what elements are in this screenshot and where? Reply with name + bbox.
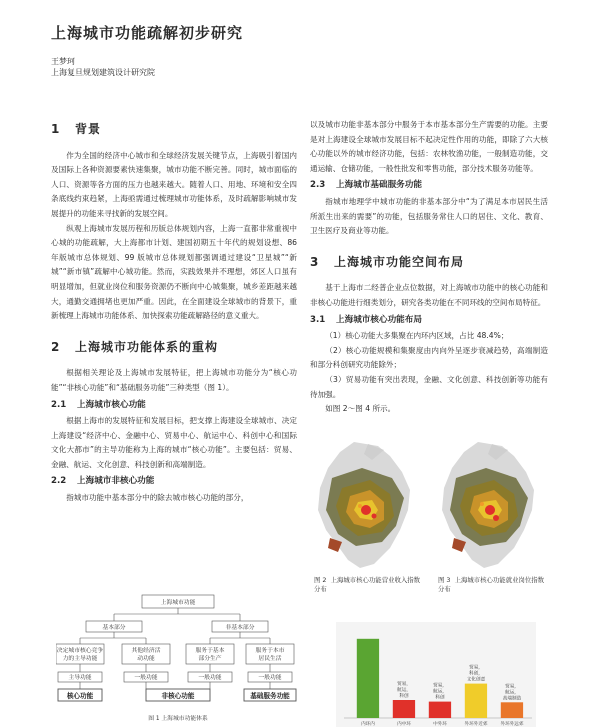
paragraph: 基于上海市二经普企业点位数据，对上海城市功能中的核心功能和非核心功能进行细类划分，研究各类功能在不同环线的空间布局特征。: [310, 283, 548, 307]
subsection-heading: [310, 178, 548, 193]
fig3-map-svg: [436, 438, 546, 573]
right-column: [310, 118, 548, 417]
bar-label-4: 贸易，: [505, 684, 519, 690]
core-function-bar-chart: [336, 622, 536, 727]
bar-label-2: 航运，: [433, 689, 447, 695]
paragraph: 纵观上海城市发展历程和历版总体规划内容，上海一直都非常重视中心城的功能疏解，大上海都市计划、建国初期五十年代的规划设想、86 年版城市总体规划、99 版城市总体规划都强调通过建设“卫星城”“新城”“新市镇”疏解中心城功能。然而，实践效果并不理想，郊区人口虽有明显增加，但就业岗位和服务资源仍不断向中心城集聚，城乡差距越来越大，通勤交通拥堵也更加严重。因此，在全面建设全球城市的背景下，重新梳理上海城市功能体系、加快探索功能疏解路径的意义重大。: [51, 223, 297, 321]
diagram-lab1: 主导功能: [68, 675, 92, 681]
subsection-heading: [310, 313, 548, 328]
bar-label-2: 贸易，: [433, 683, 447, 689]
diagram-basesvc: 基础服务功能: [250, 692, 290, 700]
section-number: 3: [310, 254, 320, 269]
section-1-heading: [51, 122, 297, 137]
subsection-number: 2.3: [310, 180, 326, 191]
fig2-map-svg: [312, 438, 422, 573]
paragraph: 指城市功能中基本部分中的除去城市核心功能的部分，: [66, 493, 249, 503]
diagram-box1-line2: 力的主导功能: [62, 656, 98, 662]
diagram-top-label: 上海城市功能: [160, 600, 196, 606]
bar-1: [393, 700, 415, 718]
left-column: [51, 118, 297, 506]
diagram-caption: 图 1 上海城市功能体系: [148, 716, 208, 722]
bar-label-1: 贸易，: [397, 682, 411, 687]
category-label-2: 中外环: [433, 722, 447, 727]
category-label-0: 内环内: [361, 722, 375, 727]
paragraph: 指城市地理学中城市功能的非基本部分中“为了满足本市居民生活所派生出来的需要”的功能，包括服务常住人口的居住、文化、教育、卫生医疗及商业等功能。: [310, 196, 548, 236]
paragraph: 作为全国的经济中心城市和全球经济发展关键节点，上海吸引着国内及国际上各种资源要素快速集聚，城市功能不断完善。同时，城市面临的人口、资源等各方面的压力也越来越大。随着人口、用地、环境和安全四条底线约束趋紧，上海亟需通过梳理城市功能体系，及时疏解影响城市发展提升的功能来寻找新的发展空间。: [51, 150, 297, 218]
subsection-title: 上海城市核心功能: [77, 399, 146, 410]
figure-reference: 如图 2～图 4 所示。: [325, 404, 396, 414]
section-title: 上海城市功能体系的重构: [75, 339, 219, 354]
diagram-box2-line1: 其他经济活: [131, 648, 161, 654]
fig3-map: [436, 438, 546, 573]
function-system-diagram: [56, 592, 298, 727]
fig3-caption: [438, 576, 548, 594]
bar-label-4: 高端制造: [502, 696, 522, 702]
diagram-box4-line1: 服务于本市: [255, 648, 285, 654]
subsection-number: 2.2: [51, 476, 67, 487]
fig3-caption-text: 上海城市核心功能就业岗位指数分布: [438, 576, 545, 593]
bar-label-2: 科创: [435, 695, 445, 701]
fig2-caption-text: 上海城市核心功能营业收入指数分布: [314, 576, 421, 593]
section-3-heading: [310, 255, 548, 270]
paragraph: 根据上海市的发展特征和发展目标，把支撑上海建设全球城市、决定上海建设“经济中心、金融中心、贸易中心、航运中心、科创中心和国际文化大都市”的主导功能称为上海的城市“核心功能”。主要包括：贸易、金融、航运、文化创意、科技创新和高端制造。: [51, 416, 297, 469]
fig2-map: [312, 438, 422, 573]
paragraph: 根据相关理论及上海城市发展特征，把上海城市功能分为“核心功能”“非核心功能”和“基础服务功能”三种类型（图 1）。: [51, 368, 297, 392]
bar-4: [501, 702, 523, 718]
bar-label-4: 航运，: [505, 690, 519, 696]
subsection-title: 上海城市核心功能布局: [336, 314, 422, 325]
diagram-box4-line2: 居民生活: [258, 656, 282, 662]
category-label-1: 内中环: [397, 722, 411, 727]
author: 王梦珂: [51, 57, 75, 66]
fig2-caption: [314, 576, 422, 594]
bar-label-1: 科创: [399, 694, 409, 699]
section-2-heading: [51, 340, 297, 355]
subsection-title: 上海城市非核心功能: [77, 476, 155, 487]
fig3-number: 图 3: [438, 576, 451, 584]
bar-label-3: 文化创意: [466, 677, 486, 683]
list-item: （1）核心功能大多集聚在内环内区域，占比 48.4%；: [325, 331, 509, 341]
diagram-basic-label: 基本部分: [102, 625, 126, 631]
paragraph: 以及城市功能非基本部分中服务于本市基本部分生产需要的功能。主要是对上海建设全球城市发展目标不起决定性作用的功能，即除了六大核心功能以外的城市经济功能，包括：农林牧渔功能，一般制造功能，交通运输、仓储功能，一般性批发和零售功能，部分技术服务功能等。: [310, 120, 548, 173]
section-number: 2: [51, 339, 61, 354]
bar-2: [429, 702, 451, 718]
diagram-box1-line1: 决定城市核心竞争: [56, 648, 104, 654]
list-item: （2）核心功能规模和集聚度由内向外呈逐步衰减趋势，高端制造和部分科创研究功能除外；: [310, 345, 548, 370]
diagram-lab2: 一般功能: [134, 675, 158, 681]
category-label-4: 外环外远郊: [500, 722, 524, 727]
bar-3: [465, 684, 487, 718]
bar-label-3: 科创，: [469, 671, 483, 677]
diagram-lab4: 一般功能: [258, 675, 282, 681]
subsection-number: 2.1: [51, 399, 67, 410]
bar-chart-svg: [336, 622, 536, 727]
bar-label-1: 航运，: [397, 688, 411, 693]
diagram-nonbasic-label: 非基本部分: [225, 625, 255, 631]
bar-label-3: 贸易，: [469, 665, 483, 671]
section-number: 1: [51, 122, 61, 136]
section-title: 背景: [75, 122, 102, 136]
institution: 上海复旦规划建筑设计研究院: [51, 68, 155, 77]
diagram-box2-line2: 动功能: [137, 656, 155, 662]
diagram-core: 核心功能: [66, 692, 94, 700]
list-item: （3）贸易功能有突出表现，金融、文化创意、科技创新等功能有待加强。: [310, 374, 548, 399]
subsection-heading: [51, 474, 297, 489]
paper-title: 上海城市功能疏解初步研究: [51, 24, 244, 42]
subsection-heading: [51, 398, 297, 413]
bar-0: [357, 639, 379, 718]
map-figures: [312, 438, 548, 603]
fig2-number: 图 2: [314, 576, 327, 584]
category-label-3: 外环外近郊: [464, 722, 488, 727]
diagram-noncore: 非核心功能: [161, 692, 195, 700]
subsection-number: 3.1: [310, 314, 326, 325]
diagram-svg: [56, 592, 298, 727]
subsection-title: 上海城市基础服务功能: [336, 180, 422, 191]
section-title: 上海城市功能空间布局: [334, 254, 465, 269]
diagram-box3-line2: 部分生产: [198, 656, 222, 662]
diagram-box3-line1: 服务于基本: [195, 648, 225, 654]
diagram-lab3: 一般功能: [198, 675, 222, 681]
